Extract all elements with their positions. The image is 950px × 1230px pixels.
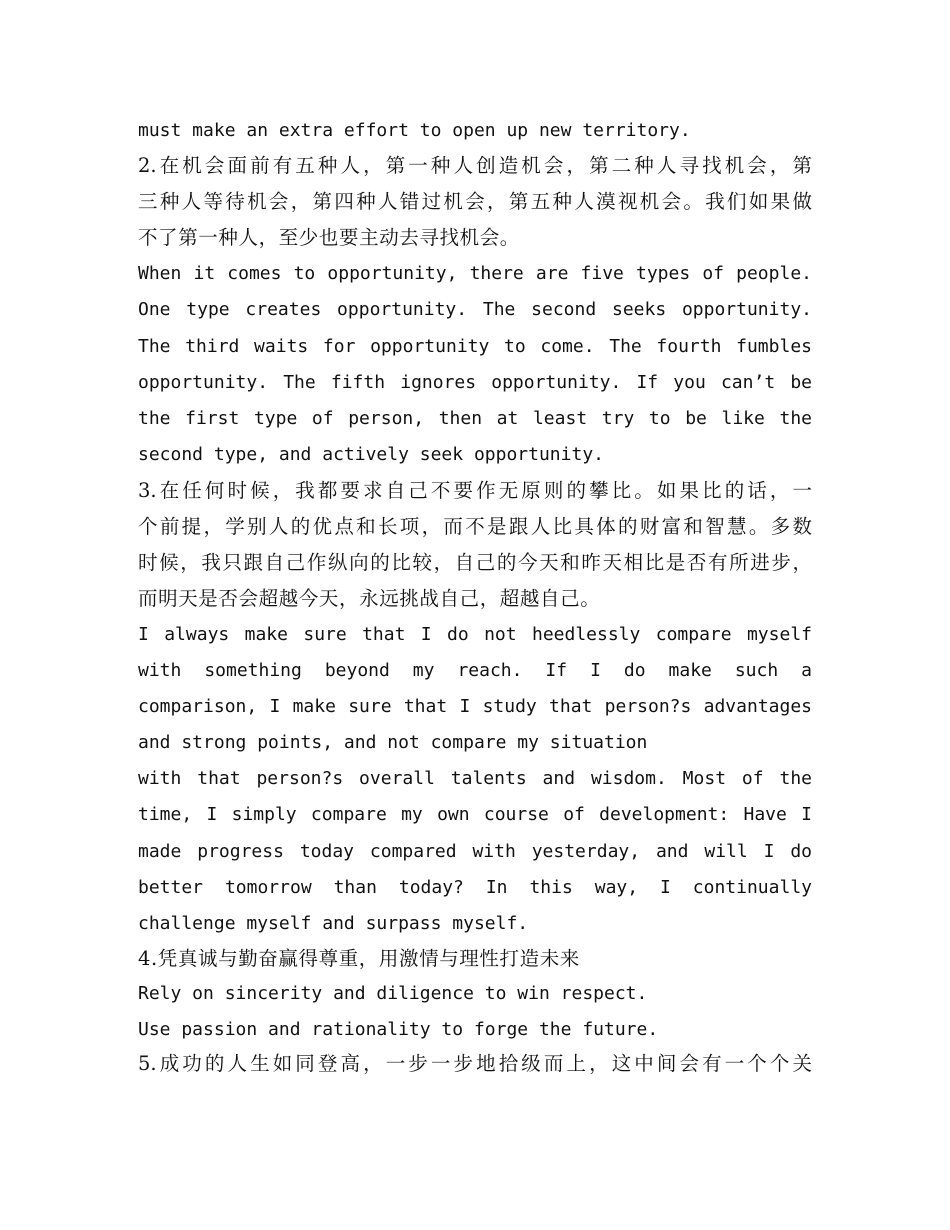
text-line: 2.在机会面前有五种人，第一种人创造机会，第二种人寻找机会，第: [138, 154, 812, 177]
text-line: 4.凭真诚与勤奋赢得尊重，用激情与理性打造未来: [138, 947, 580, 970]
text-line: Rely on sincerity and diligence to win respect.: [138, 983, 648, 1004]
text-line: with something beyond my reach. If I do make such a: [138, 660, 812, 681]
text-line: One type creates opportunity. The second seeks opportunity.: [138, 299, 812, 320]
text-line: 三种人等待机会，第四种人错过机会，第五种人漠视机会。我们如果做: [138, 190, 812, 213]
text-line: Use passion and rationality to forge the future.: [138, 1019, 659, 1040]
text-line: and strong points, and not compare my situation: [138, 732, 648, 753]
text-line: second type, and actively seek opportunity.: [138, 444, 604, 465]
text-line: 时候，我只跟自己作纵向的比较，自己的今天和昨天相比是否有所进步，: [138, 551, 812, 574]
text-line: made progress today compared with yesterday, and will I do: [138, 841, 812, 862]
text-line: must make an extra effort to open up new territory.: [138, 120, 691, 141]
text-line: the first type of person, then at least try to be like the: [138, 408, 812, 429]
text-line: 5.成功的人生如同登高，一步一步地拾级而上，这中间会有一个个关: [138, 1052, 812, 1075]
text-line: When it comes to opportunity, there are five types of people.: [138, 263, 812, 284]
text-line: challenge myself and surpass myself.: [138, 913, 529, 934]
text-line: opportunity. The fifth ignores opportunity. If you can’t be: [138, 372, 812, 393]
text-line: 个前提，学别人的优点和长项，而不是跟人比具体的财富和智慧。多数: [138, 515, 812, 538]
text-line: time, I simply compare my own course of development: Have I: [138, 804, 812, 825]
text-line: 而明天是否会超越今天，永远挑战自己，超越自己。: [138, 587, 601, 610]
text-line: comparison, I make sure that I study that person?s advantages: [138, 696, 812, 717]
text-line: better tomorrow than today? In this way, I continually: [138, 877, 812, 898]
text-line: 不了第一种人，至少也要主动去寻找机会。: [138, 226, 520, 249]
text-line: The third waits for opportunity to come. The fourth fumbles: [138, 336, 812, 357]
text-line: I always make sure that I do not heedlessly compare myself: [138, 624, 812, 645]
text-line: 3.在任何时候，我都要求自己不要作无原则的攀比。如果比的话，一: [138, 479, 812, 502]
text-line: with that person?s overall talents and wisdom. Most of the: [138, 768, 812, 789]
